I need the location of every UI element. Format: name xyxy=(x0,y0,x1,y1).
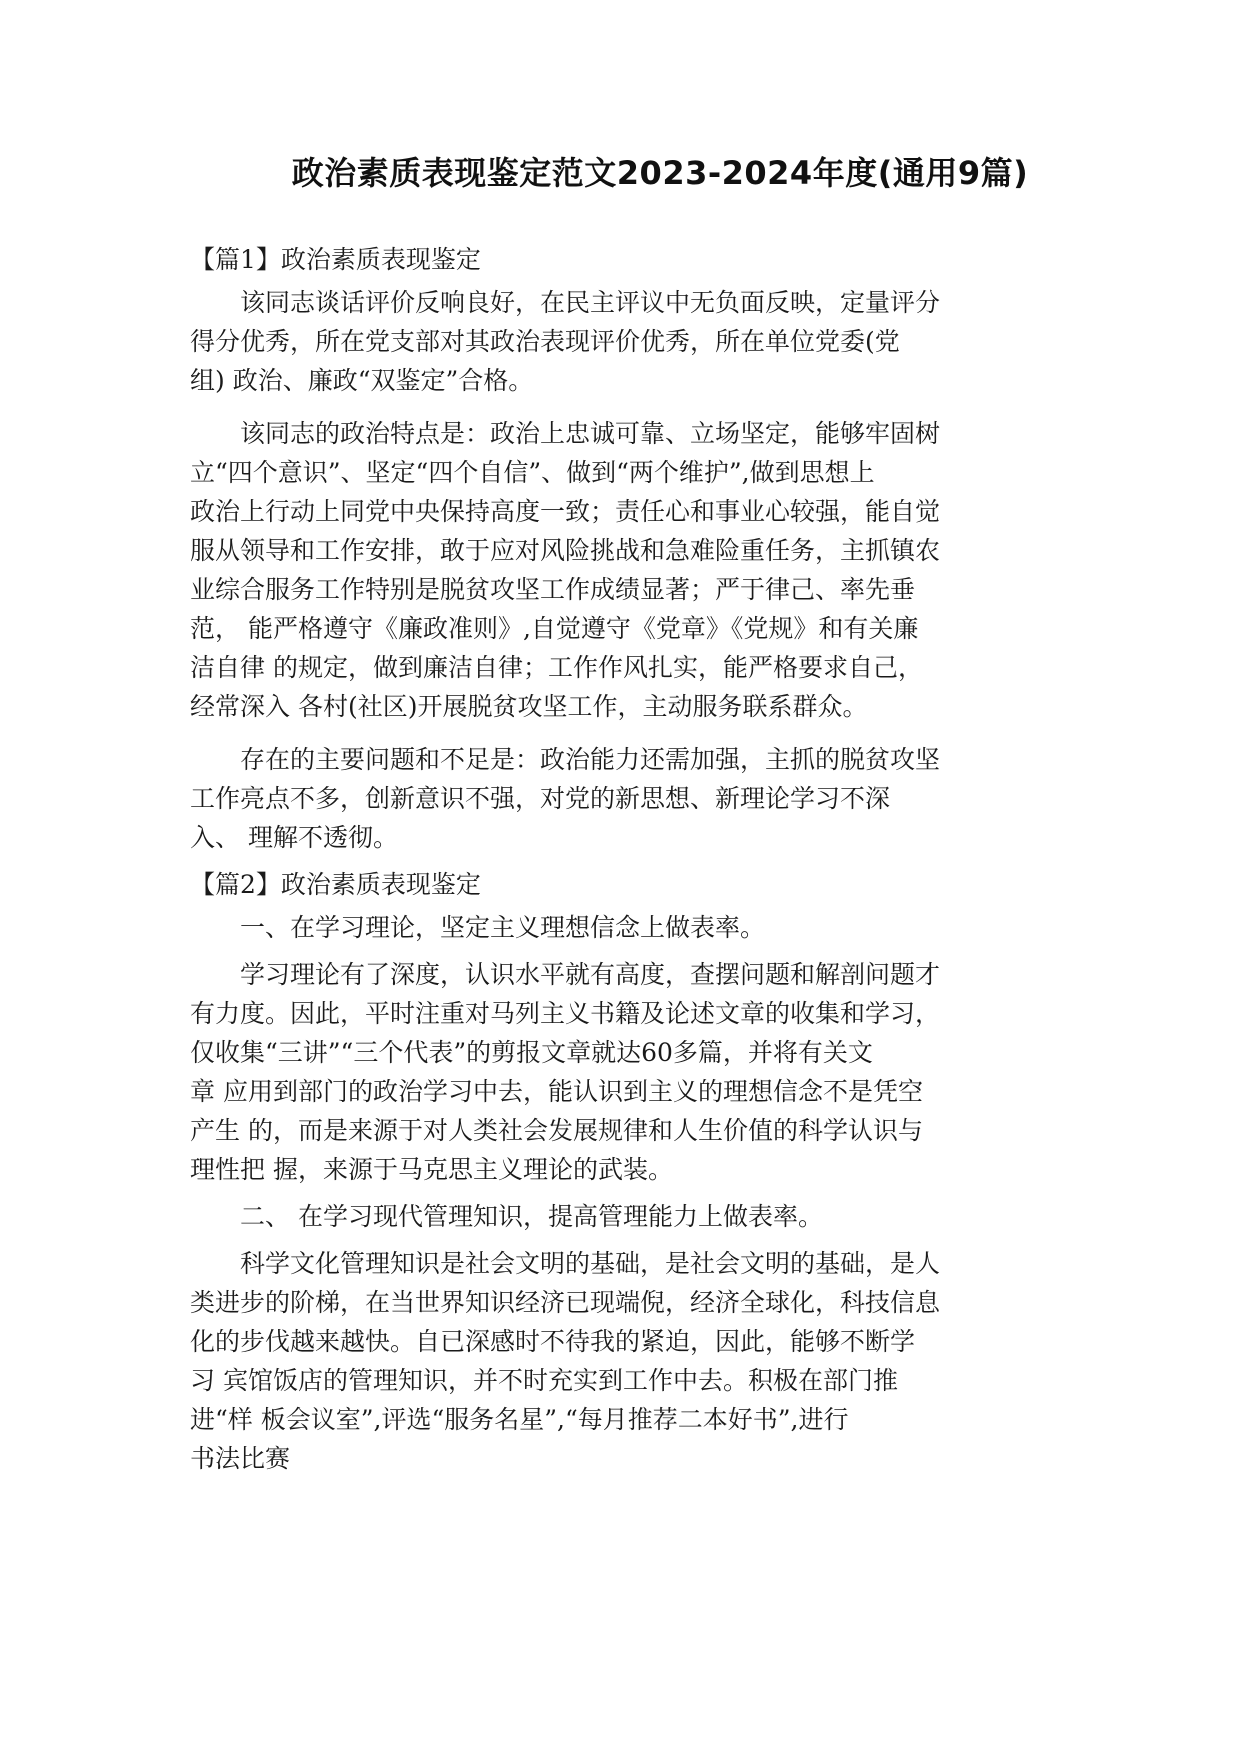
text-line: 该同志的政治特点是：政治上忠诚可靠、立场坚定，能够牢固树 xyxy=(240,419,941,448)
text-line: 化的步伐越来越快。自已深感时不待我的紧迫，因此，能够不断学 xyxy=(190,1327,916,1356)
text-line: 科学文化管理知识是社会文明的基础，是社会文明的基础，是人 xyxy=(240,1249,941,1278)
text-line: 产生 的，而是来源于对人类社会发展规律和人生价值的科学认识与 xyxy=(190,1116,923,1145)
text-line: 经常深入 各村(社区)开展脱贫攻坚工作，主动服务联系群众。 xyxy=(190,692,868,721)
text-line: 进“样 板会议室”,评选“服务名星”,“每月推荐二本好书”,进行 xyxy=(190,1405,849,1434)
text-line: 存在的主要问题和不足是：政治能力还需加强，主抓的脱贫攻坚 xyxy=(240,745,941,774)
text-line: 范， 能严格遵守《廉政准则》,自觉遵守《党章》《党规》和有关廉 xyxy=(190,614,919,643)
document-body xyxy=(190,240,1060,1492)
text-line: 服从领导和工作安排，敢于应对风险挑战和急难险重任务，主抓镇农 xyxy=(190,536,941,565)
paragraph xyxy=(190,740,1060,857)
text-line: 二、 在学习现代管理知识，提高管理能力上做表率。 xyxy=(240,1202,823,1231)
text-line: 入、 理解不透彻。 xyxy=(190,823,398,852)
text-line: 立“四个意识”、坚定“四个自信”、做到“两个维护”,做到思想上 xyxy=(190,458,875,487)
document-title: 政治素质表现鉴定范文2023-2024年度(通用9篇) xyxy=(291,154,1029,192)
text-line: 习 宾馆饭店的管理知识，并不时充实到工作中去。积极在部门推 xyxy=(190,1366,898,1395)
text-line: 该同志谈话评价反响良好，在民主评议中无负面反映，定量评分 xyxy=(240,288,941,317)
text-line: 书法比赛 xyxy=(190,1444,291,1473)
section-heading: 【篇1】政治素质表现鉴定 xyxy=(190,245,481,274)
text-line: 理性把 握，来源于马克思主义理论的武装。 xyxy=(190,1155,673,1184)
text-line: 业综合服务工作特别是脱贫攻坚工作成绩显著；严于律己、率先垂 xyxy=(190,575,916,604)
text-line: 政治上行动上同党中央保持高度一致；责任心和事业心较强，能自觉 xyxy=(190,497,941,526)
text-line: 洁自律 的规定，做到廉洁自律；工作作风扎实，能严格要求自己， xyxy=(190,653,923,682)
paragraph xyxy=(190,1244,1060,1478)
text-line: 组) 政治、廉政“双鉴定”合格。 xyxy=(190,366,534,395)
text-line: 一、在学习理论，坚定主义理想信念上做表率。 xyxy=(240,913,766,942)
text-line: 得分优秀，所在党支部对其政治表现评价优秀，所在单位党委(党 xyxy=(190,327,900,356)
paragraph xyxy=(190,1197,1060,1236)
section-heading: 【篇2】政治素质表现鉴定 xyxy=(190,870,481,899)
text-line: 章 应用到部门的政治学习中去，能认识到主义的理想信念不是凭空 xyxy=(190,1077,923,1106)
paragraph xyxy=(190,283,1060,400)
text-line: 学习理论有了深度，认识水平就有高度，查摆问题和解剖问题才 xyxy=(240,960,941,989)
text-line: 有力度。因此，平时注重对马列主义书籍及论述文章的收集和学习， xyxy=(190,999,941,1028)
paragraph xyxy=(190,955,1060,1189)
paragraph xyxy=(190,414,1060,726)
text-line: 类进步的阶梯，在当世界知识经济已现端倪，经济全球化，科技信息 xyxy=(190,1288,941,1317)
text-line: 工作亮点不多，创新意识不强，对党的新思想、新理论学习不深 xyxy=(190,784,891,813)
text-line: 仅收集“三讲”“三个代表”的剪报文章就达60多篇，并将有关文 xyxy=(190,1038,873,1067)
paragraph xyxy=(190,908,1060,947)
